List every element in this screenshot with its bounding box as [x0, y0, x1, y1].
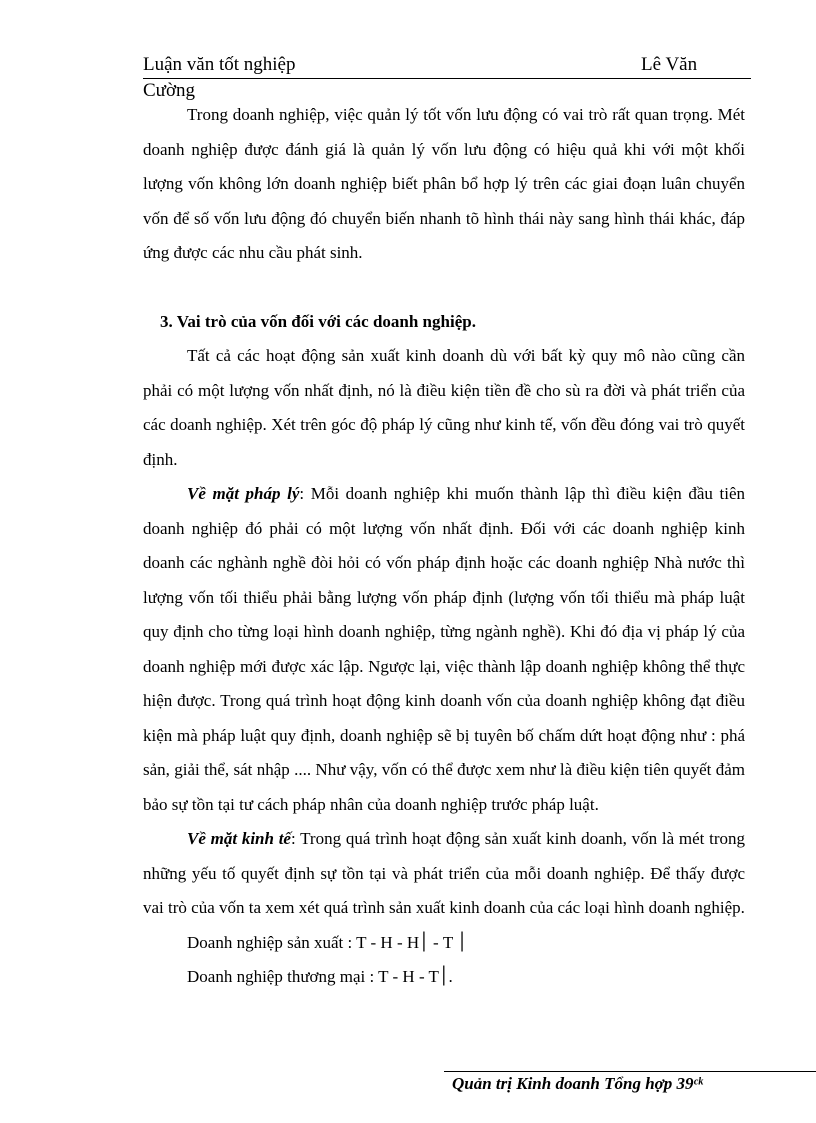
document-body — [143, 98, 745, 995]
section-heading: 3. Vai trò của vốn đối với các doanh nghiệp. — [160, 311, 476, 331]
paragraph-3 — [143, 477, 745, 822]
page-header — [143, 52, 751, 79]
header-author-continuation: Cường — [143, 80, 196, 101]
footer-text: Quản trị Kinh doanh Tổng hợp 39ᶜᵏ — [452, 1074, 703, 1093]
paragraph-4 — [143, 822, 745, 926]
paragraph-1: Trong doanh nghiệp, việc quản lý tốt vốn lưu động có vai trò rất quan trọng. Mét doanh nghiệp được đánh giá là quản lý vốn lưu động có hiệu quả khi với một khối lượng vốn không lớn doanh nghiệp biết phân bổ hợp lý trên các giai đoạn luân chuyển vốn để số vốn lưu động đó chuyển biến nhanh tõ hình thái này sang hình thái khác, đáp ứng được các nhu cầu phát sinh. — [143, 105, 745, 262]
header-author: Lê Văn — [641, 54, 698, 75]
economic-aspect-lead: Về mặt kinh tế — [187, 829, 291, 848]
legal-aspect-text: : Mỗi doanh nghiệp khi muốn thành lập thì điều kiện đầu tiên doanh nghiệp đó phải có một lượng vốn nhất định. Đối với các doanh nghiệp kinh doanh các nghành nghề đòi hỏi có vốn pháp định hoặc các doanh nghiệp Nhà nước thì lượng vốn tối thiểu phải bằng lượng vốn pháp định (lượng vốn tối thiểu mà pháp luật quy định cho từng loại hình doanh nghiệp, từng ngành nghề). Khi đó địa vị pháp lý của doanh nghiệp mới được xác lập. Ngược lại, việc thành lập doanh nghiệp không thể thực hiện được. Trong quá trình hoạt động kinh doanh vốn của doanh nghiệp không đạt điều kiện mà pháp luật quy định, doanh nghiệp sẽ bị tuyên bố chấm dứt hoạt động như : phá sản, giải thể, sát nhập .... Như vậy, vốn có thể được xem như là điều kiện tiên quyết đảm bảo sự tồn tại tư cách pháp nhân của doanh nghiệp trước pháp luật. — [143, 484, 745, 814]
page-footer — [444, 1071, 816, 1094]
formula-commerce: Doanh nghiệp thương mại : T - H - T׀. — [187, 967, 453, 986]
header-title: Luận văn tốt nghiệp — [143, 54, 296, 75]
formula-production: Doanh nghiệp sản xuất : T - H - H׀ - T ׀ — [187, 932, 467, 952]
paragraph-2: Tất cả các hoạt động sản xuất kinh doanh dù với bất kỳ quy mô nào cũng cần phải có một lượng vốn nhất định, nó là điều kiện tiền đề cho sù ra đời và phát triển của các doanh nghiệp. Xét trên góc độ pháp lý cũng như kinh tế, vốn đều đóng vai trò quyết định. — [143, 346, 745, 469]
legal-aspect-lead: Về mặt pháp lý — [187, 484, 300, 503]
economic-aspect-text: : Trong quá trình hoạt động sản xuất kinh doanh, vốn là mét trong những yếu tố quyết định sự tồn tại và phát triển của mỗi doanh nghiệp. Để thấy được vai trò của vốn ta xem xét quá trình sản xuất kinh doanh của các loại hình doanh nghiệp. — [143, 829, 745, 917]
